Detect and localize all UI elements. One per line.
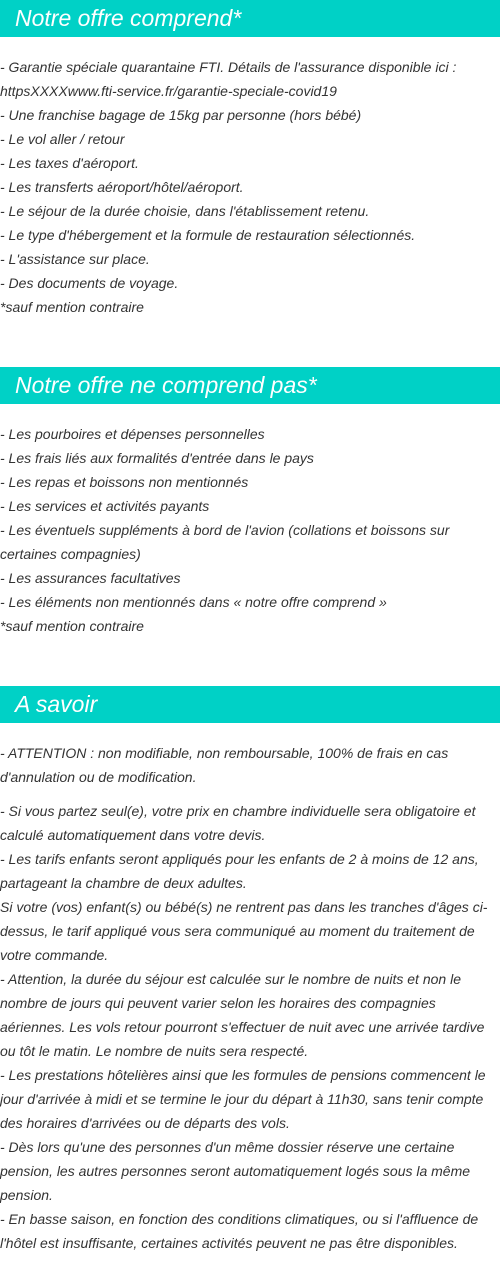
list-item: - Une franchise bagage de 15kg par personne (hors bébé) [0,107,362,123]
to-know-list [0,723,500,1255]
list-item: - Les taxes d'aéroport. [0,155,139,171]
list-item: - Les tarifs enfants seront appliqués pour les enfants de 2 à moins de 12 ans, partageant la chambre de deux adultes. [0,851,479,891]
offer-includes-heading: Notre offre comprend* [0,0,500,37]
list-item: - Les éléments non mentionnés dans « notre offre comprend » [0,594,387,610]
list-item: Si votre (vos) enfant(s) ou bébé(s) ne rentrent pas dans les tranches d'âges ci-dessus, le tarif appliqué vous sera communiqué au moment du traitement de votre commande. [0,899,488,963]
to-know-heading: A savoir [0,686,500,723]
list-item: - En basse saison, en fonction des conditions climatiques, ou si l'affluence de l'hôtel est insuffisante, certaines activités peuvent ne pas être disponibles. [0,1211,479,1251]
list-item: - Les frais liés aux formalités d'entrée dans le pays [0,450,314,466]
offer-excludes-list [0,404,500,638]
footnote: *sauf mention contraire [0,618,144,634]
list-item: - Si vous partez seul(e), votre prix en chambre individuelle sera obligatoire et calculé automatiquement dans votre devis. [0,803,476,843]
list-item: - Les services et activités payants [0,498,210,514]
list-item: - Des documents de voyage. [0,275,179,291]
offer-excludes-heading: Notre offre ne comprend pas* [0,367,500,404]
list-item: - Les éventuels suppléments à bord de l'avion (collations et boissons sur certaines compagnies) [0,522,450,562]
footnote: *sauf mention contraire [0,299,144,315]
list-item: - Les pourboires et dépenses personnelles [0,426,265,442]
list-item: - Dès lors qu'une des personnes d'un même dossier réserve une certaine pension, les autres personnes seront automatiquement logés sous la même pension. [0,1139,471,1203]
offer-includes-list [0,37,500,319]
to-know-section [0,686,500,1255]
list-item: - Les assurances facultatives [0,570,181,586]
list-item: - Les prestations hôtelières ainsi que les formules de pensions commencent le jour d'arrivée à midi et se termine le jour du départ à 11h30, sans tenir compte des horaires d'arrivées ou de départs des vols. [0,1067,486,1131]
offer-excludes-section [0,367,500,638]
list-item: - Les repas et boissons non mentionnés [0,474,249,490]
attention-notice: - ATTENTION : non modifiable, non remboursable, 100% de frais en cas d'annulation ou de modification. [0,745,449,785]
spacer [0,789,500,799]
list-item: - Attention, la durée du séjour est calculée sur le nombre de nuits et non le nombre de jours qui peuvent varier selon les horaires des compagnies aériennes. Les vols retour pourront s'effectuer de nuit avec une arrivée tardive ou tôt le matin. Le nombre de nuits sera respecté. [0,971,485,1059]
offer-includes-section [0,0,500,319]
list-item: - Le type d'hébergement et la formule de restauration sélectionnés. [0,227,416,243]
list-item: - Le vol aller / retour [0,131,125,147]
list-item: - Garantie spéciale quarantaine FTI. Détails de l'assurance disponible ici : httpsXXXXwww.fti-service.fr/garantie-speciale-covid19 [0,59,457,99]
list-item: - Le séjour de la durée choisie, dans l'établissement retenu. [0,203,370,219]
list-item: - L'assistance sur place. [0,251,150,267]
list-item: - Les transferts aéroport/hôtel/aéroport. [0,179,244,195]
